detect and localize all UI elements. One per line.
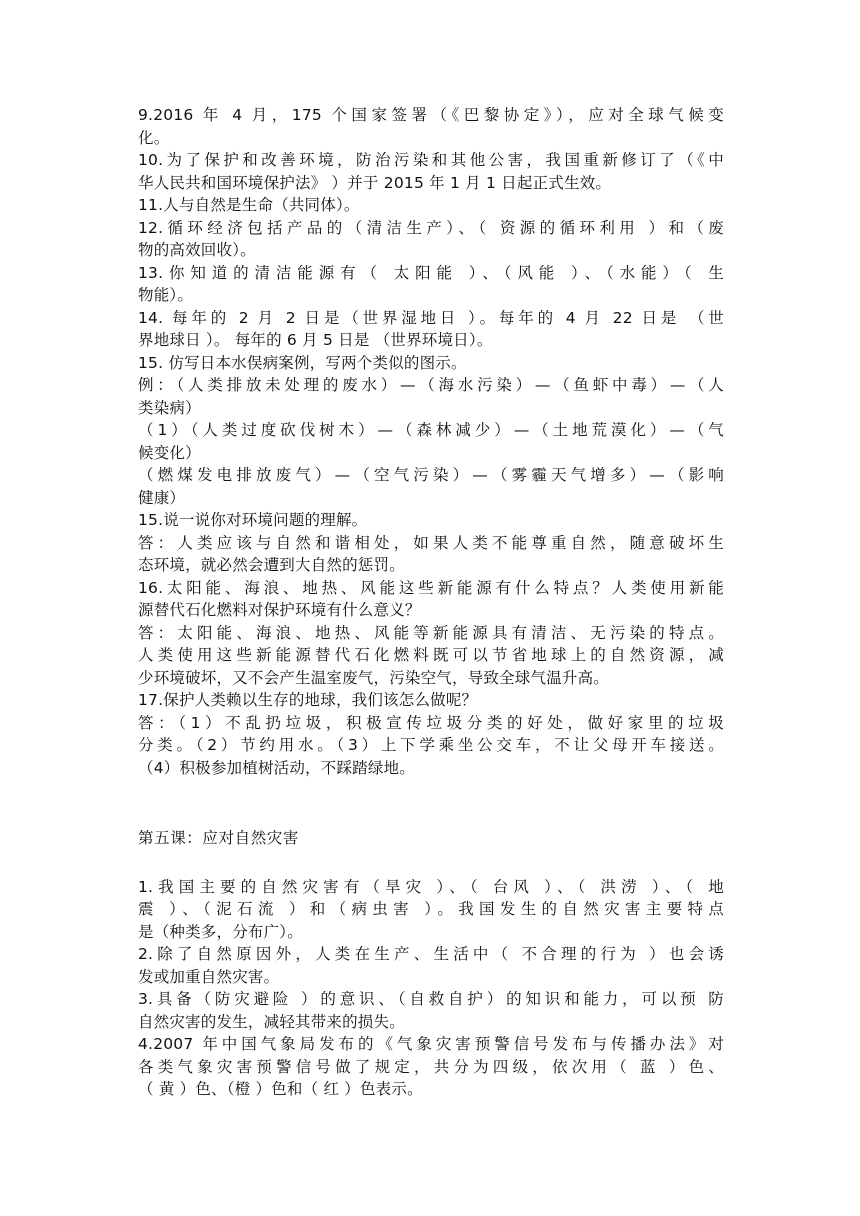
text-line: 17.保护人类赖以生存的地球，我们该怎么做呢？ (138, 691, 478, 709)
lesson-five-answers (138, 876, 724, 1101)
question-item (138, 988, 724, 1033)
text-line: 源替代石化燃料对保护环境有什么意义？ (138, 601, 421, 619)
text-line: 14. 每年的 2 月 2 日是（世界湿地日 ）。每年的 4 月 22 日是 （世 (138, 308, 724, 327)
question-item (138, 577, 724, 622)
text-line: 15.说一说你对环境问题的理解。 (138, 511, 368, 529)
text-line: （燃煤发电排放废气）—（空气污染）—（雾霾天气增多）—（影响 (138, 466, 724, 484)
question-item (138, 217, 724, 262)
text-line: 例：（人类排放未处理的废水）—（海水污染）—（鱼虾中毒）—（人 (138, 376, 724, 394)
text-line: 13.你知道的清洁能源有（ 太阳能 ）、（风能 ）、（水能）（ 生 (138, 263, 724, 282)
question-item (138, 509, 724, 532)
text-line: 界地球日 ）。 每年的 6 月 5 日是 （世界环境日）。 (138, 331, 493, 349)
text-line: 物能）。 (138, 286, 194, 304)
text-line: 候变化） (138, 443, 201, 462)
text-line: 健康） (138, 488, 186, 507)
question-item (138, 464, 724, 509)
text-line: 答：（1）不乱扔垃圾，积极宣传垃圾分类的好处，做好家里的垃圾 (138, 713, 724, 732)
text-line: 3.具备（防灾避险 ）的意识、（自救自护）的知识和能力，可以预 防 (138, 990, 724, 1008)
text-line: 态环境，就必然会遭到大自然的惩罚。 (138, 556, 405, 574)
text-line: 1.我国主要的自然灾害有（旱灾 ）、（ 台风 ）、（ 洪涝 ）、（ 地 (138, 877, 724, 896)
section-spacer (138, 850, 724, 876)
text-line: 11.人与自然是生命（共同体）。 (138, 196, 360, 214)
text-line: 答：人类应该与自然和谐相处，如果人类不能尊重自然，随意破坏生 (138, 533, 724, 552)
question-item (138, 419, 724, 464)
question-item (138, 1033, 724, 1101)
lesson-four-answers (138, 104, 724, 779)
question-item (138, 307, 724, 352)
question-item (138, 262, 724, 307)
lesson-five-heading: 第五课：应对自然灾害 (138, 829, 300, 847)
text-line: （ 黄 ）色、（橙 ）色和（ 红 ）色表示。 (138, 1080, 423, 1098)
text-line: 9.2016 年 4 月，175 个国家签署（《巴黎协定》），应对全球气候变 (138, 106, 724, 124)
question-item (138, 622, 724, 690)
question-item (138, 943, 724, 988)
text-line: 人类使用这些新能源替代石化燃料既可以节省地球上的自然资源，减 (138, 646, 724, 664)
question-item (138, 532, 724, 577)
text-line: 物的高效回收）。 (138, 241, 256, 259)
question-item (138, 689, 724, 712)
text-line: 震 ）、（泥石流 ）和（病虫害 ）。我国发生的自然灾害主要特点 (138, 900, 724, 918)
text-line: 类染病） (138, 398, 201, 417)
text-line: 12.循环经济包括产品的（清洁生产）、（ 资源的循环利用 ）和（废 (138, 218, 724, 237)
text-line: 少环境破坏，又不会产生温室废气，污染空气，导致全球气温升高。 (138, 668, 610, 687)
text-line: 化。 (138, 128, 170, 147)
text-line: （1）（人类过度砍伐树木）—（森林减少）—（土地荒漠化）—（气 (138, 421, 724, 439)
text-line: 华人民共和国环境保护法》 ）并于 2015 年 1 月 1 日起正式生效。 (138, 173, 612, 192)
question-item (138, 104, 724, 149)
section-spacer (138, 779, 724, 827)
question-item (138, 149, 724, 194)
text-line: 发或加重自然灾害。 (138, 967, 280, 986)
text-line: 15. 仿写日本水俣病案例，写两个类似的图示。 (138, 353, 467, 372)
text-line: 各类气象灾害预警信号做了规定，共分为四级，依次用（ 蓝 ）色、 (138, 1057, 724, 1076)
question-item (138, 876, 724, 944)
question-item (138, 352, 724, 375)
text-line: （4）积极参加植树活动，不踩踏绿地。 (138, 758, 415, 777)
text-line: 2.除了自然原因外，人类在生产、生活中（ 不合理的行为 ）也会诱 (138, 945, 724, 963)
text-line: 16.太阳能、海浪、地热、风能这些新能源有什么特点？人类使用新能 (138, 578, 724, 597)
question-item (138, 374, 724, 419)
text-line: 4.2007 年中国气象局发布的《气象灾害预警信号发布与传播办法》对 (138, 1035, 724, 1053)
text-line: 是（种类多，分布广）。 (138, 922, 303, 941)
question-item (138, 712, 724, 780)
question-item (138, 194, 724, 217)
text-line: 自然灾害的发生，减轻其带来的损失。 (138, 1012, 405, 1031)
text-line: 答：太阳能、海浪、地热、风能等新能源具有清洁、无污染的特点。 (138, 623, 724, 642)
text-line: 10.为了保护和改善环境，防治污染和其他公害，我国重新修订了（《中 (138, 151, 724, 169)
text-line: 分类。（2）节约用水。（3）上下学乘坐公交车，不让父母开车接送。 (138, 736, 724, 754)
document-page (138, 104, 724, 1101)
